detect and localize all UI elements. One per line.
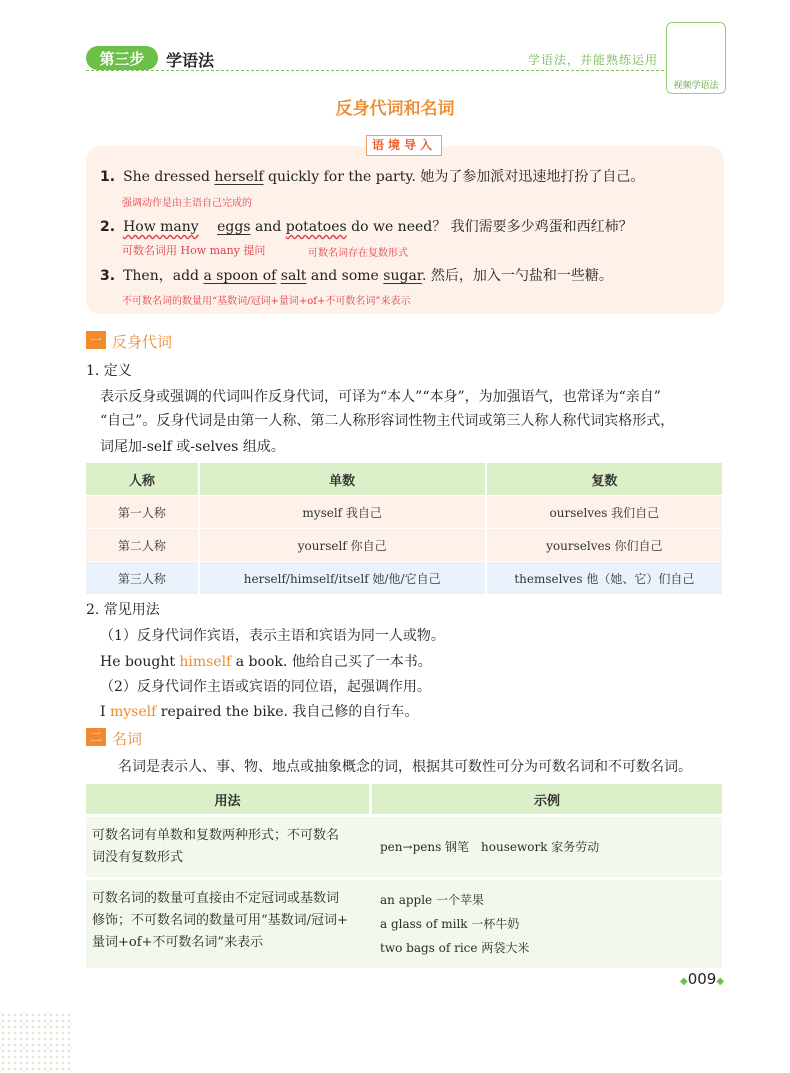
section-2-title: 名词 [112, 730, 143, 748]
video-qr-box[interactable] [666, 22, 726, 94]
table-row [86, 562, 722, 594]
table-header-row [86, 784, 722, 814]
table-header: 示例 [372, 784, 722, 814]
table-row [86, 817, 722, 877]
usage-2: （2）反身代词作主语或宾语的同位语，起强调作用。 [100, 679, 431, 695]
table-cell: 第三人称 [86, 562, 198, 594]
table-cell: pen→pens 钢笔 housework 家务劳动 [380, 840, 600, 854]
step-badge: 第三步 [86, 46, 158, 70]
table-cell: yourself 你自己 [200, 529, 485, 561]
diamond-icon: ◆ [680, 976, 688, 987]
table-header: 人称 [86, 463, 198, 495]
dot-pattern-decoration [0, 1012, 70, 1072]
definition-line-3: 词尾加-self 或-selves 组成。 [100, 439, 285, 455]
video-label: 视频学语法 [673, 81, 719, 91]
table-cell: herself/himself/itself 她/他/它自己 [200, 562, 485, 594]
step-title: 学语法 [166, 51, 215, 70]
intro-note-2a: 可数名词用 How many 提问 [122, 244, 266, 257]
usage-heading: 2. 常见用法 [86, 602, 160, 618]
definition-line-2: “自己”。反身代词是由第一人称、第二人称形容词性物主代词或第三人称人称代词宾格形式， [100, 413, 675, 429]
table-row [86, 496, 722, 528]
table-row [86, 529, 722, 561]
page-title: 反身代词和名词 [335, 99, 455, 119]
noun-intro: 名词是表示人、事、物、地点或抽象概念的词，根据其可数性可分为可数名词和不可数名词。 [118, 759, 692, 775]
table-cell: myself 我自己 [200, 496, 485, 528]
intro-example-1: 1. She dressed herself quickly for the party. 她为了参加派对迅速地打扮了自己。 [100, 169, 645, 185]
table-header: 单数 [200, 463, 485, 495]
usage-1: （1）反身代词作宾语，表示主语和宾语为同一人或物。 [100, 628, 445, 644]
section-1-icon: 一 [86, 331, 106, 349]
usage-1-example: He bought himself a book. 他给自己买了一本书。 [100, 654, 432, 670]
diamond-icon: ◆ [716, 976, 725, 987]
table-cell: ourselves 我们自己 [487, 496, 722, 528]
table-cell: themselves 他（她、它）们自己 [487, 562, 722, 594]
header-divider [86, 70, 664, 71]
section-1-title: 反身代词 [112, 333, 173, 351]
intro-note-2b: 可数名词存在复数形式 [308, 248, 408, 259]
intro-example-3: 3. Then，add a spoon of salt and some sugar. 然后，加入一勺盐和一些糖。 [100, 268, 613, 284]
intro-example-2: 2. How many eggs and potatoes do we need？ 我们需要多少鸡蛋和西红柿？ [100, 219, 633, 235]
table-header: 复数 [487, 463, 722, 495]
header-slogan: 学语法，并能熟练运用 [528, 53, 659, 67]
intro-note-1: 强调动作是由主语自己完成的 [122, 198, 252, 209]
usage-2-example: I myself repaired the bike. 我自己修的自行车。 [100, 704, 419, 720]
page-number: ◆009◆ [680, 970, 725, 988]
noun-table [86, 784, 722, 968]
intro-tag: 语境导入 [366, 135, 442, 156]
table-row [86, 880, 722, 968]
table-cell: 可数名词的数量可直接由不定冠词或基数词 修饰；不可数名词的数量可用“基数词/冠词+ 量词+of+不可数名词”来表示 [92, 891, 348, 950]
definition-line-1: 表示反身或强调的代词叫作反身代词，可译为“本人”“本身”，为加强语气，也常译为“亲自” [100, 389, 661, 405]
intro-note-3: 不可数名词的数量用“基数词/冠词+量词+of+不可数名词”来表示 [122, 296, 411, 307]
table-cell: an apple 一个苹果 a glass of milk 一杯牛奶 two bags of rice 两袋大米 [380, 893, 530, 955]
table-cell: 可数名词有单数和复数两种形式；不可数名 词没有复数形式 [92, 828, 340, 865]
table-header: 用法 [86, 784, 369, 814]
table-cell: 第一人称 [86, 496, 198, 528]
table-cell: yourselves 你们自己 [487, 529, 722, 561]
table-header-row [86, 463, 722, 495]
table-cell: 第二人称 [86, 529, 198, 561]
definition-heading: 1. 定义 [86, 363, 132, 379]
pronoun-table [86, 463, 722, 594]
section-2-icon: 二 [86, 728, 106, 746]
